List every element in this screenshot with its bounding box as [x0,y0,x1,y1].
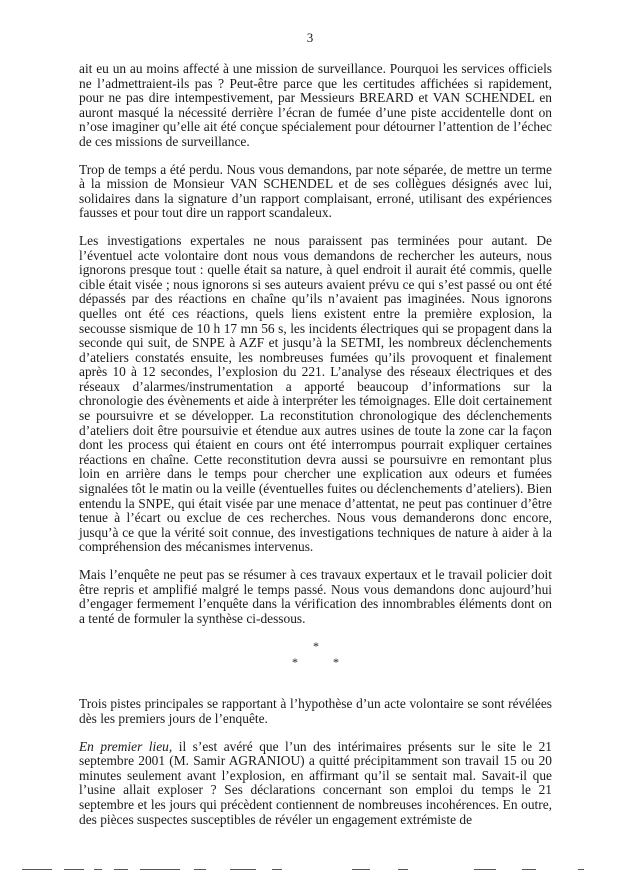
scan-artifact-marks [22,867,598,873]
page-number: 3 [306,30,314,45]
section-separator [79,639,552,673]
paragraph-time-lost: Trop de temps a été perdu. Nous vous demandons, par note séparée, de mettre un terme à la mission de Monsieur VAN SCHENDEL et de ses collègues désignés avec lui, solidaires dans la signature d’un rapport complaisant, erroné, utilisant des expériences fausses et pour tout dire un rapport scandaleux. [79,161,552,221]
separator-asterisk: * [292,655,298,670]
paragraph-first-lead [79,740,552,828]
separator-asterisk: * [333,655,339,670]
paragraph-police-inquiry: Mais l’enquête ne peut pas se résumer à ces travaux expertaux et le travail policier doit être repris et amplifié malgré le temps passé. Nous vous demandons donc aujourd’hui d’engager fermement l’enquête dans la vérification des innombrables éléments dont on a tenté de formuler la synthèse ci-dessous. [79,567,552,626]
document-body [79,62,552,827]
paragraph-investigations: Les investigations expertales ne nous paraissent pas terminées pour autant. De l’éventuel acte volontaire dont nous vous demandons de rechercher les auteurs, nous ignorons presque tout : quelle était sa nature, à quel endroit il aurait été commis, quelle cible était visée ; nous ignorons si ses auteurs avaient prévu ce qui s’est passé ou ont été dépassés par des réactions en chaîne qu’ils n’avaient pas imaginées. Nous ignorons quelles ont été ces réactions, quels liens existent entre la première explosion, la secousse sismique de 10 h 17 mn 56 s, les incidents électriques qui se propagent dans la seconde qui suit, de SNPE à AZF et jusqu’à la SETMI, les nombreux déclenchements d’ateliers constatés ensuite, les nombreuses fumées qu’ils provoquent et finalement après 10 à 12 secondes, l’explosion du 221. L’analyse des réseaux électriques et des réseaux d’alarmes/instrumentation a apporté beaucoup d’informations sur la chronologie des évènements et aide à interpréter les témoignages. Elle doit certainement se poursuivre et se développer. La reconstitution chronologique des déclenchements d’ateliers doit être poursuivie et étendue aux autres usines de toute la zone car la façon dont les process qui étaient en cours ont été interrompus pourrait expliquer certaines réactions en chaîne. Cette reconstitution devra aussi se poursuivre en remontant plus loin en arrière dans le temps pour chercher une explication aux odeurs et fumées signalées tôt le matin ou la veille (éventuelles fuites ou déclenchements d’ateliers). Bien entendu la SNPE, qui était visée par une menace d’attentat, ne peut pas continuer d’être tenue à l’écart ou exclue de ces recherches. Nous vous demanderons donc encore, jusqu’à ce que la vérité soit connue, des investigations techniques de nature à aider à la compréhension des mécanismes intervenus. [79,232,552,555]
paragraph-surveillance: ait eu un au moins affecté à une mission de surveillance. Pourquoi les services officiels ne l’admettraient-ils pas ? Peut-être parce que les certitudes affichées si rapidement, pour ne pas dire intempestivement, par Messieurs BREARD et VAN SCHENDEL en auront masqué la nécessité derrière l’écran de fumée d’une piste accidentelle dont on n’ose imaginer qu’elle ait été conçue spécialement pour détourner l’attention de l’échec de ces missions de surveillance. [79,61,552,149]
first-lead-label: En premier lieu, [79,738,173,754]
separator-asterisk: * [313,639,319,654]
first-lead-text: il s’est avéré que l’un des intérimaires présents sur le site le 21 septembre 2001 (M. Samir AGRANIOU) a quitté précipitamment son travail 15 ou 20 minutes seulement avant l’explosion, en affirmant qu’il se sentait mal. Savait-il que l’usine allait exploser ? Ses déclarations concernant son emploi du temps le 21 septembre et les jours qui précèdent contiennent de nombreuses incohérences. En outre, des pièces suspectes susceptibles de révéler un engagement extrémiste de [79,738,552,827]
paragraph-three-leads: Trois pistes principales se rapportant à l’hypothèse d’un acte volontaire se sont révélées dès les premiers jours de l’enquête. [79,696,552,726]
